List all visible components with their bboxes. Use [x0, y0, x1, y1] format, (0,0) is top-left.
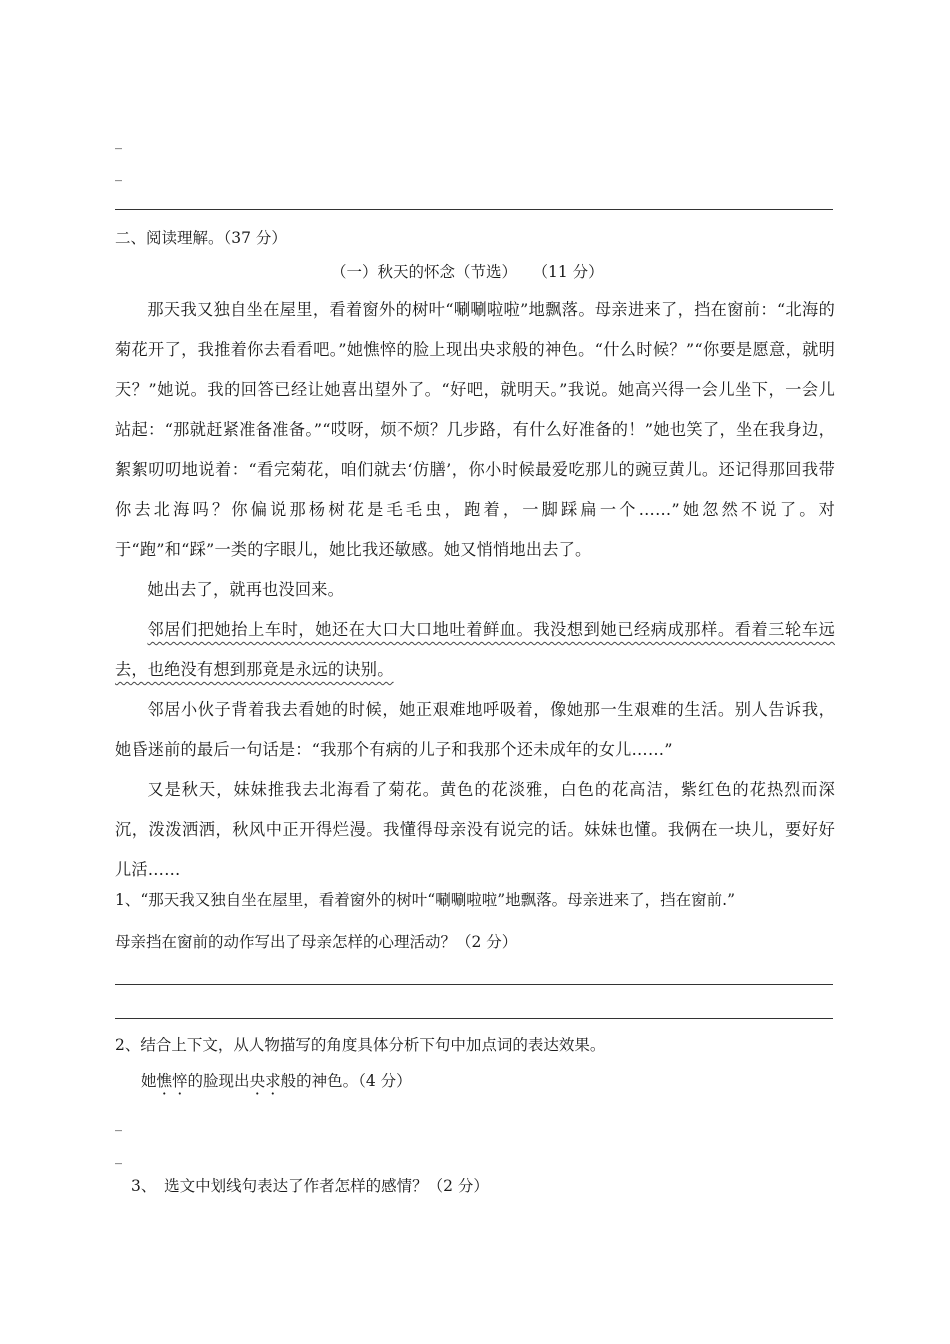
passage-title: （一）秋天的怀念（节选） （11 分） [331, 263, 604, 281]
answer-line [115, 984, 833, 985]
sentence-text: 的脸现出 [187, 1072, 250, 1090]
question-2-prompt: 2、结合上下文，从人物描写的角度具体分析下句中加点词的表达效果。 [115, 1036, 606, 1054]
question-3-prompt: 3、 选文中划线句表达了作者怎样的感情？（2 分） [131, 1177, 489, 1195]
passage-paragraph-3 [115, 610, 835, 690]
dotted-word-char: 憔 [156, 1072, 173, 1090]
passage-body [115, 290, 835, 890]
sentence-text: 般的神色。（4 分） [280, 1072, 412, 1090]
dotted-word-char: 央 [249, 1072, 266, 1090]
dotted-word-char: 悴 [172, 1072, 188, 1090]
dotted-word-char: 求 [265, 1072, 281, 1090]
answer-blank-mark: _ [115, 166, 122, 182]
question-2-sentence [141, 1071, 412, 1091]
passage-paragraph-4: 邻居小伙子背着我去看她的时候，她正艰难地呼吸着，像她那一生艰难的生活。别人告诉我，她昏迷前的最后一句话是：“我那个有病的儿子和我那个还未成年的女儿……” [115, 700, 835, 759]
passage-paragraph-1: 那天我又独自坐在屋里，看着窗外的树叶“唰唰啦啦”地飘落。母亲进来了，挡在窗前：“北海的菊花开了，我推着你去看看吧。”她憔悴的脸上现出央求般的神色。“什么时候？”“你要是愿意，就明天？”她说。我的回答已经让她喜出望外了。“好吧，就明天。”我说。她高兴得一会儿坐下，一会儿站起：“那就赶紧准备准备。”“哎呀，烦不烦？几步路，有什么好准备的！”她也笑了，坐在我身边，絮絮叨叨地说着：“看完菊花，咱们就去‘仿膳’，你小时候最爱吃那儿的豌豆黄儿。还记得那回我带你去北海吗？你偏说那杨树花是毛毛虫，跑着，一脚踩扁一个……”她忽然不说了。对于“跑”和“踩”一类的字眼儿，她比我还敏感。她又悄悄地出去了。 [115, 300, 835, 559]
passage-paragraph-5: 又是秋天，妹妹推我去北海看了菊花。黄色的花淡雅，白色的花高洁，紫红色的花热烈而深沉，泼泼洒洒，秋风中正开得烂漫。我懂得母亲没有说完的话。妹妹也懂。我俩在一块儿，要好好儿活…… [115, 780, 835, 879]
answer-blank-mark: _ [115, 1149, 122, 1165]
passage-paragraph-2: 她出去了，就再也没回来。 [147, 580, 345, 599]
answer-line [115, 209, 833, 210]
question-1-prompt: 1、“那天我又独自坐在屋里，看着窗外的树叶“唰唰啦啦”地飘落。母亲进来了，挡在窗前.” [115, 891, 735, 909]
question-1-ask: 母亲挡在窗前的动作写出了母亲怎样的心理活动？（2 分） [115, 933, 518, 951]
sentence-text: 她 [141, 1072, 157, 1090]
answer-blank-mark: _ [115, 134, 122, 150]
answer-blank-mark: _ [115, 1116, 122, 1132]
answer-line [115, 1018, 833, 1019]
section-heading: 二、阅读理解。（37 分） [115, 229, 287, 247]
underlined-sentence: 邻居们把她抬上车时，她还在大口大口地吐着鲜血。我没想到她已经病成那样。看着三轮车远去，也绝没有想到那竟是永远的诀别。 [115, 620, 835, 679]
